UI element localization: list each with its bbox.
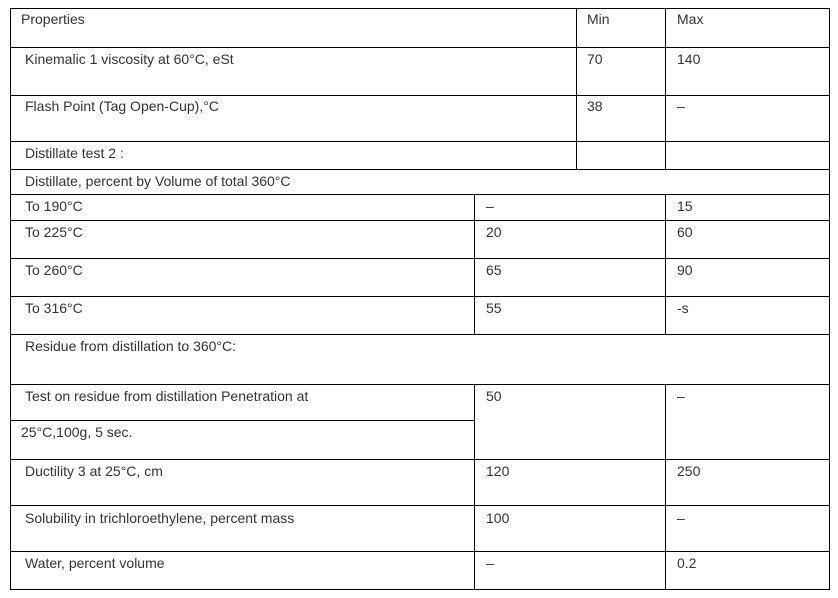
table-rule (665, 384, 666, 590)
table-rule (474, 194, 475, 335)
cell-kinematic-label: Kinemalic 1 viscosity at 60°C, eSt (25, 51, 234, 67)
cell-to190-label: To 190°C (25, 198, 83, 214)
table-rule (576, 8, 577, 170)
cell-to225-min: 20 (486, 224, 502, 240)
cell-solubility-max: – (677, 510, 685, 526)
table-rule (10, 194, 830, 195)
cell-to316-min: 55 (486, 300, 502, 316)
table-rule (10, 95, 830, 96)
table-rule (10, 420, 474, 421)
table-rule (665, 194, 666, 335)
table-rule (10, 169, 830, 170)
table-rule (10, 384, 830, 385)
cell-to260-label: To 260°C (25, 262, 83, 278)
cell-penetration-max: – (677, 388, 685, 404)
cell-to260-min: 65 (486, 262, 502, 278)
cell-water-max: 0.2 (677, 555, 697, 571)
table-rule (10, 47, 830, 48)
cell-residue-label: Residue from distillation to 360°C: (25, 338, 237, 354)
cell-to260-max: 90 (677, 262, 693, 278)
table-rule (10, 8, 11, 590)
cell-to225-max: 60 (677, 224, 693, 240)
cell-to316-label: To 316°C (25, 300, 83, 316)
cell-penetration-label-line2: 25°C,100g, 5 sec. (21, 424, 133, 440)
table-rule (10, 505, 830, 506)
header-min: Min (587, 11, 610, 27)
table-rule (829, 8, 830, 590)
cell-flash-min: 38 (587, 98, 603, 114)
cell-flash-max: – (677, 98, 685, 114)
cell-flash-label: Flash Point (Tag Open-Cup),°C (25, 98, 219, 114)
cell-distillate-pct-label: Distillate, percent by Volume of total 360°C (25, 173, 291, 189)
cell-kinematic-min: 70 (587, 51, 603, 67)
cell-water-label: Water, percent volume (25, 555, 165, 571)
table-rule (10, 589, 830, 590)
cell-ductility-label: Ductility 3 at 25°C, cm (25, 463, 163, 479)
cell-distillate-test-label: Distillate test 2 : (25, 145, 124, 161)
table-rule (665, 8, 666, 170)
cell-solubility-label: Solubility in trichloroethylene, percent mass (25, 510, 295, 526)
table-rule (10, 8, 830, 9)
cell-water-min: – (486, 555, 494, 571)
table-rule (10, 334, 830, 335)
cell-kinematic-max: 140 (677, 51, 701, 67)
cell-solubility-min: 100 (486, 510, 510, 526)
table-rule (474, 384, 475, 590)
table-rule (10, 296, 830, 297)
cell-ductility-max: 250 (677, 463, 701, 479)
table-rule (10, 258, 830, 259)
cell-ductility-min: 120 (486, 463, 510, 479)
header-properties: Properties (21, 11, 85, 27)
header-max: Max (677, 11, 704, 27)
table-rule (10, 551, 830, 552)
table-rule (10, 141, 830, 142)
table-rule (10, 459, 830, 460)
cell-to190-min: – (486, 198, 494, 214)
cell-to225-label: To 225°C (25, 224, 83, 240)
cell-to190-max: 15 (677, 198, 693, 214)
table-rule (10, 220, 830, 221)
cell-penetration-label-line1: Test on residue from distillation Penetration at (25, 388, 309, 404)
cell-penetration-min: 50 (486, 388, 502, 404)
cell-to316-max: -s (677, 300, 689, 316)
